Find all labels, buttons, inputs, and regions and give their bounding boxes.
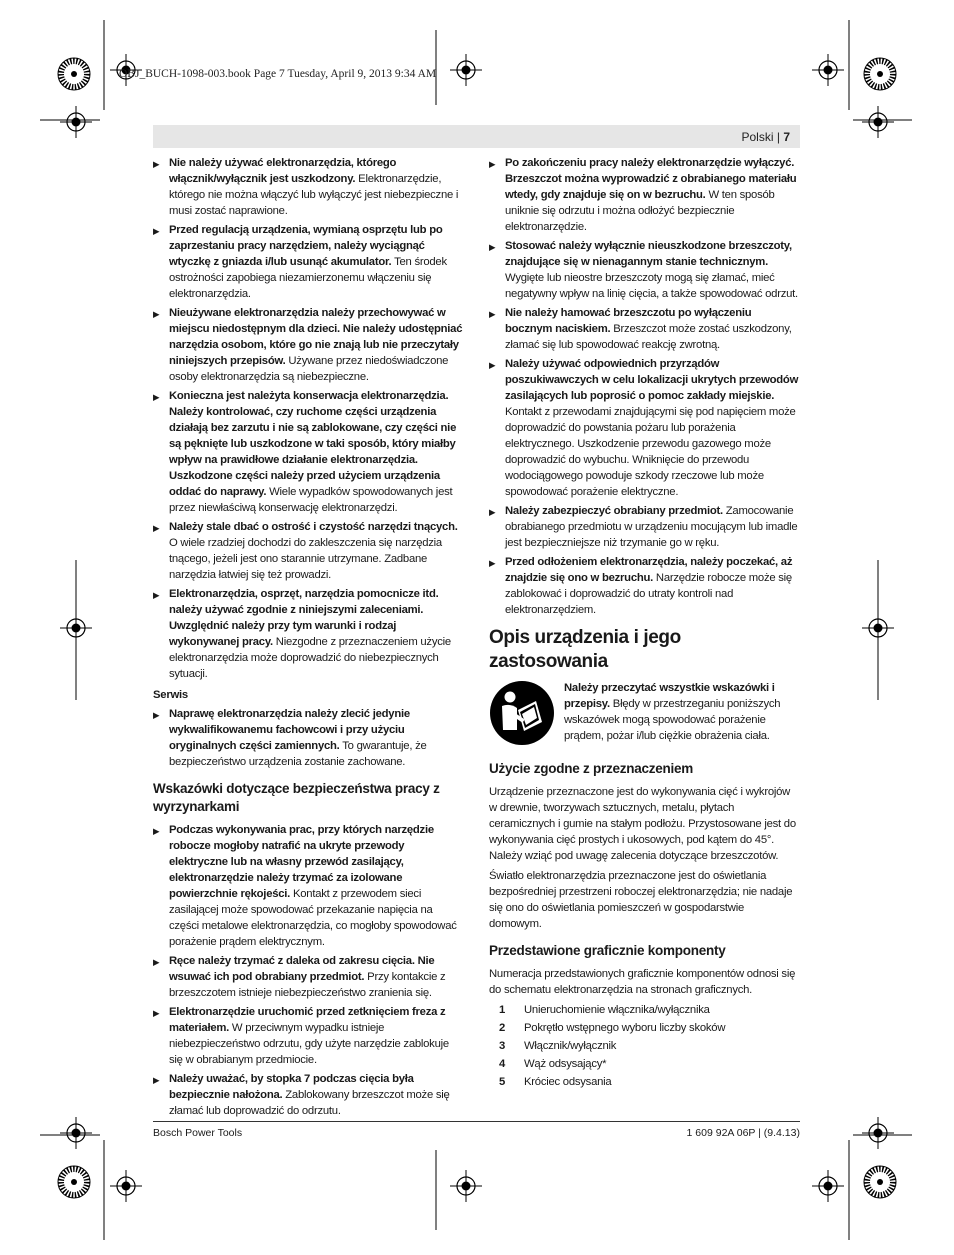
page-number: 7	[783, 130, 790, 144]
header-language: Polski	[741, 130, 774, 144]
list-item	[153, 519, 463, 583]
bullet-bold: Należy stale dbać o ostrość i czystość narzędzi tnących.	[169, 521, 458, 533]
bullet-text: Ten środek ostrożności zapobiega niezamierzonemu włączeniu się elektronarzędzia.	[169, 256, 447, 300]
list-item	[153, 1071, 463, 1119]
component-number: 1	[499, 1004, 506, 1016]
component-label: Unieruchomienie włącznika/wyłącznika	[524, 1004, 710, 1016]
list-item	[153, 586, 463, 682]
list-item	[153, 706, 463, 770]
serwis-heading: Serwis	[153, 689, 188, 701]
bullet-text: Wiele wypadków spowodowanych jest przez niewłaściwą konserwację elektronarzędzi.	[169, 486, 453, 514]
bullet-text: O wiele rzadziej dochodzi do zakleszczenia się narzędzia tnącego, jeżeli jest ono starannie utrzymane. Zadbane narzędzia łatwiej się też prowadzi.	[169, 537, 442, 581]
bullet-text: Kontakt z przewodem sieci zasilającej może spowodować przekazanie napięcia na części metalowe elektronarzędzia, co mogłoby spowodować porażenie prądem elektrycznym.	[169, 888, 457, 948]
bullet-text: Przy kontakcie z brzeszczotem istnieje niebezpieczeństwo zranienia się.	[169, 971, 446, 999]
warning-bold: Należy przeczytać wszystkie wskazówki i przepisy.	[564, 682, 775, 710]
list-item	[153, 388, 463, 516]
bullet-text: Elektronarzędzie, którego nie można włączyć lub wyłączyć jest niebezpieczne i musi zostać naprawione.	[169, 173, 459, 217]
component-item	[489, 1002, 799, 1018]
bullet-text: Wygięte lub nieostre brzeszczoty mogą się złamać, mieć negatywny wpływ na linię cięcia, a także spowodować odrzut.	[505, 272, 798, 300]
intended-use-heading: Użycie zgodne z przeznaczeniem	[489, 761, 694, 776]
list-item	[489, 238, 799, 302]
read-instructions-warning	[489, 680, 799, 750]
component-label: Króciec odsysania	[524, 1076, 612, 1088]
bullet-text: Narzędzie robocze może się zablokować i doprowadzić do utraty kontroli nad elektronarzędziem.	[505, 572, 792, 616]
bullet-text: Zablokowany brzeszczot może się złamać lub doprowadzić do odrzutu.	[169, 1089, 450, 1117]
right-column	[489, 155, 799, 1092]
footer-publisher: Bosch Power Tools	[153, 1127, 243, 1139]
list-item	[153, 155, 463, 219]
component-item	[489, 1074, 799, 1090]
component-label: Wąż odsysający*	[524, 1058, 607, 1070]
header-separator: |	[773, 130, 784, 144]
bullet-bold: Elektronarzędzia, osprzęt, narzędzia pomocnicze itd. należy używać zgodnie z niniejszymi zaleceniami. Uwzględnić należy przy tym warunki i rodzaj wykonywanej pracy.	[169, 588, 439, 648]
bullet-text: Używane przez niedoświadczone osoby elektronarzędzia są niebezpieczne.	[169, 355, 449, 383]
bullet-bold: Elektronarzędzie uruchomić przed zetknięciem freza z materiałem.	[169, 1006, 446, 1034]
bullet-bold: Naprawę elektronarzędzia należy zlecić jedynie wykwalifikowanemu fachowcowi i przy użyciu oryginalnych części zamiennych.	[169, 708, 410, 752]
bullet-bold: Nie należy hamować brzeszczotu po wyłączeniu bocznym naciskiem.	[505, 307, 752, 335]
bullet-text: Niezgodne z przeznaczeniem użycie elektronarzędzia może doprowadzić do niebezpiecznych sytuacji.	[169, 636, 451, 680]
bullet-bold: Przed regulacją urządzenia, wymianą osprzętu lub po zaprzestaniu pracy narzędziem, należy wyciągnąć wtyczkę z gniazda i/lub usunąć akumulator.	[169, 224, 443, 268]
intended-use-paragraph: Światło elektronarzędzia przeznaczone jest do oświetlania bezpośredniej przestrzeni roboczej elektronarzędzia; nie nadaje się ono do oświetlania pomieszczeń w gospodarstwie domowym.	[489, 870, 793, 930]
bullet-bold: Nieużywane elektronarzędzia należy przechowywać w miejscu niedostępnym dla dzieci. Nie należy udostępniać narzędzia osobom, które go nie znają lub nie przeczytały niniejszych przepisów.	[169, 307, 463, 367]
component-number: 4	[499, 1058, 506, 1070]
read-manual-icon	[489, 680, 555, 746]
bullet-text: Kontakt z przewodami znajdującymi się pod napięciem może doprowadzić do powstania pożaru lub porażenia elektrycznego. Uszkodzenie przewodu gazowego może doprowadzić do wybuchu. Wniknięcie do przewodu wodociągowego powoduje szkody rzeczowe lub może spowodować porażenie elektryczne.	[505, 406, 796, 498]
list-item	[489, 554, 799, 618]
components-intro: Numeracja przedstawionych graficznie komponentów odnosi się do schematu elektronarzędzia na stronach graficznych.	[489, 968, 796, 996]
header-text	[742, 130, 791, 144]
footer-doc-number: 1 609 92A 06P | (9.4.13)	[686, 1127, 800, 1139]
list-item	[489, 305, 799, 353]
component-label: Pokrętło wstępnego wyboru liczby skoków	[524, 1022, 726, 1034]
print-line: OBJ_BUCH-1098-003.book Page 7 Tuesday, April 9, 2013 9:34 AM	[119, 68, 437, 80]
list-item	[153, 822, 463, 950]
bullet-bold: Ręce należy trzymać z daleka od zakresu cięcia. Nie wsuwać ich pod obrabiany przedmiot.	[169, 955, 435, 983]
left-column	[153, 155, 463, 1122]
component-item	[489, 1056, 799, 1072]
bullet-bold: Po zakończeniu pracy należy elektronarzędzie wyłączyć. Brzeszczot można wyprowadzić z obrabianego materiału wtedy, gdy znajduje się on w bezruchu.	[505, 157, 797, 201]
list-item	[489, 503, 799, 551]
component-number: 5	[499, 1076, 506, 1088]
list-item	[153, 953, 463, 1001]
intended-use-paragraph: Urządzenie przeznaczone jest do wykonywania cięć i wykrojów w drewnie, tworzywach sztucznych, metalu, płytach ceramicznych i gumie na stałym podłożu. Przystosowane jest do wykonywania cięć prostych i ukosowych, pod kątem do 45°. Należy wziąć pod uwagę zalecenia dotyczące brzeszczotów.	[489, 786, 796, 862]
bullet-bold: Podczas wykonywania prac, przy których narzędzie robocze mogłoby natrafić na ukryte przewody elektryczne lub na własny przewód zasilający, elektronarzędzie należy trzymać za izolowane powierzchnie rękojeści.	[169, 824, 434, 900]
bullet-text: Brzeszczot może zostać uszkodzony, złamać się lub spowodować reakcję zwrotną.	[505, 323, 792, 351]
list-item	[153, 1004, 463, 1068]
bullet-text: Zamocowanie obrabianego przedmiotu w urządzeniu mocującym lub imadle jest bezpieczniejsze niż trzymanie go w ręku.	[505, 505, 798, 549]
page-header	[153, 125, 800, 148]
list-item	[153, 305, 463, 385]
list-item	[489, 356, 799, 500]
section-title: Opis urządzenia i jego zastosowania	[489, 627, 681, 672]
bullet-bold: Nie należy używać elektronarzędzia, którego włącznik/wyłącznik jest uszkodzony.	[169, 157, 397, 185]
bullet-bold: Konieczna jest należyta konserwacja elektronarzędzia. Należy kontrolować, czy ruchome części urządzenia działają bez zarzutu i nie są zablokowane, czy części nie są pęknięte lub uszkodzone w taki sposób, który miałby wpływ na prawidłowe działanie elektronarzędzia. Uszkodzone części należy przed użyciem urządzenia oddać do naprawy.	[169, 390, 457, 498]
bullet-text: To gwarantuje, że bezpieczeństwo urządzenia zostanie zachowane.	[169, 740, 427, 768]
safety-heading: Wskazówki dotyczące bezpieczeństwa pracy z wyrzynarkami	[153, 781, 440, 814]
bullet-bold: Należy używać odpowiednich przyrządów poszukiwawczych w celu lokalizacji ukrytych przewodów zasilających lub poprosić o pomoc zakłady miejskie.	[505, 358, 799, 402]
bullet-bold: Stosować należy wyłącznie nieuszkodzone brzeszczoty, znajdujące się w nienagannym stanie technicznym.	[505, 240, 792, 268]
warning-text: Błędy w przestrzeganiu poniższych wskazówek mogą spowodować porażenie prądem, pożar i/lub ciężkie obrażenia ciała.	[564, 698, 781, 742]
component-number: 3	[499, 1040, 506, 1052]
component-label: Włącznik/wyłącznik	[524, 1040, 617, 1052]
bullet-text: W ten sposób uniknie się odrzutu i można odłożyć bezpiecznie elektronarzędzie.	[505, 189, 775, 233]
list-item	[153, 222, 463, 302]
bullet-bold: Należy uważać, by stopka 7 podczas cięcia była bezpiecznie nałożona.	[169, 1073, 414, 1101]
bullet-bold: Należy zabezpieczyć obrabiany przedmiot.	[505, 505, 723, 517]
bullet-bold: Przed odłożeniem elektronarzędzia, należy poczekać, aż znajdzie się ono w bezruchu.	[505, 556, 793, 584]
bullet-text: W przeciwnym wypadku istnieje niebezpieczeństwo odrzutu, gdy użyte narzędzie zablokuje się w obrabianym przedmiocie.	[169, 1022, 449, 1066]
components-heading: Przedstawione graficznie komponenty	[489, 943, 726, 958]
component-item	[489, 1020, 799, 1036]
footer-divider	[153, 1121, 800, 1122]
component-number: 2	[499, 1022, 506, 1034]
component-item	[489, 1038, 799, 1054]
list-item	[489, 155, 799, 235]
